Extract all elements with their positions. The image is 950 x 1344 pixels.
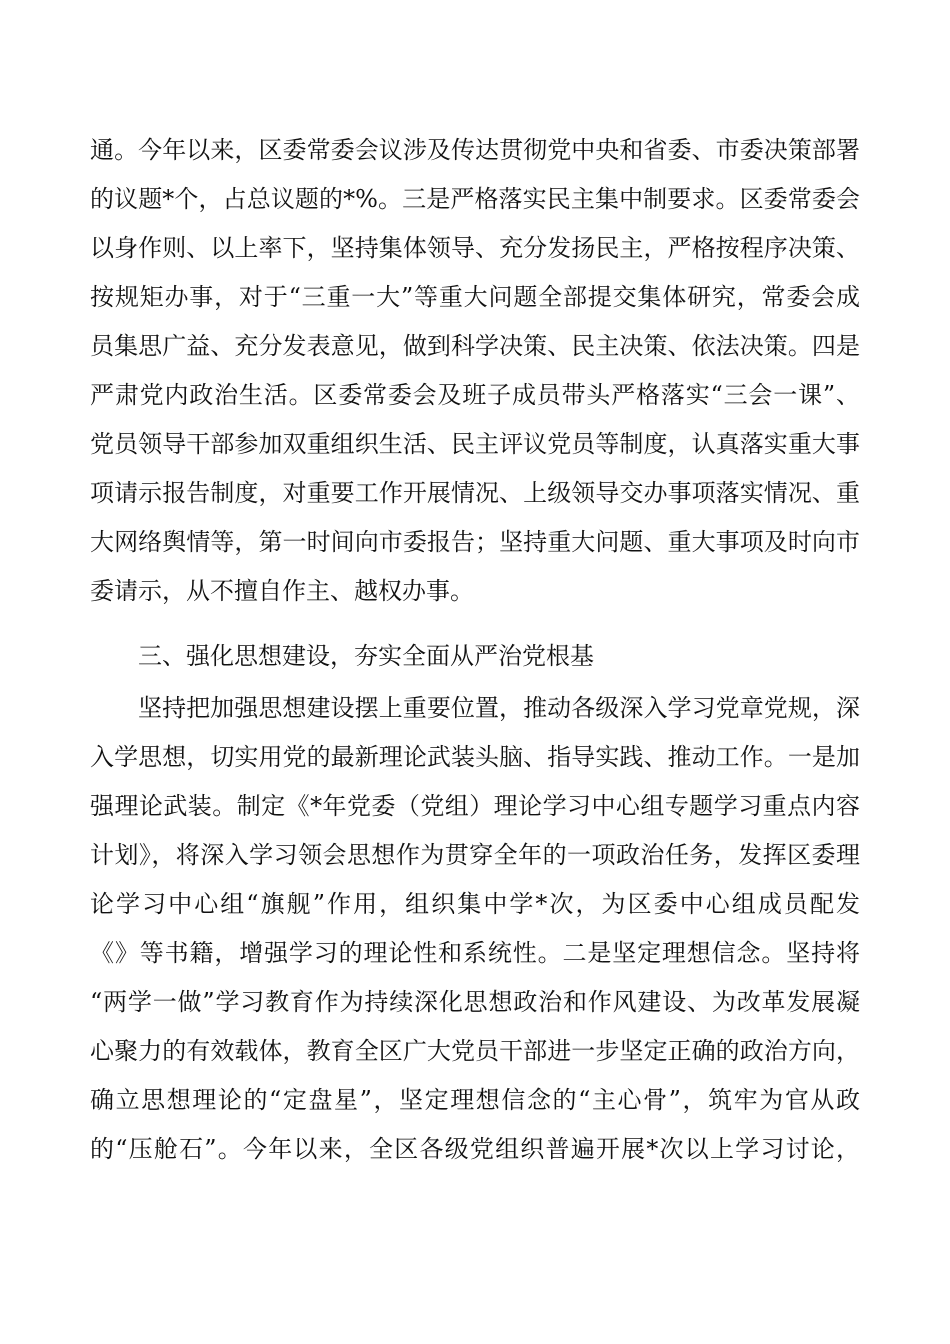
paragraph-1-line-4: 按规矩办事，对于“三重一大”等重大问题全部提交集体研究，常委会成 <box>90 283 860 311</box>
paragraph-2-line-6: 《》等书籍，增强学习的理论性和系统性。二是坚定理想信念。坚持将 <box>90 939 860 967</box>
paragraph-1-line-1: 通。今年以来，区委常委会议涉及传达贯彻党中央和省委、市委决策部署 <box>90 136 860 164</box>
paragraph-1-line-7: 党员领导干部参加双重组织生活、民主评议党员等制度，认真落实重大事 <box>90 430 860 458</box>
paragraph-1-line-6: 严肃党内政治生活。区委常委会及班子成员带头严格落实“三会一课”、 <box>90 381 860 409</box>
paragraph-2-line-1: 坚持把加强思想建设摆上重要位置，推动各级深入学习党章党规，深 <box>138 694 860 722</box>
paragraph-2-line-7: “两学一做”学习教育作为持续深化思想政治和作风建设、为改革发展凝 <box>90 988 860 1016</box>
paragraph-2-line-2: 入学思想，切实用党的最新理论武装头脑、指导实践、推动工作。一是加 <box>90 743 860 771</box>
paragraph-1-line-5: 员集思广益、充分发表意见，做到科学决策、民主决策、依法决策。四是 <box>90 332 860 360</box>
paragraph-1-line-9: 大网络舆情等，第一时间向市委报告；坚持重大问题、重大事项及时向市 <box>90 528 860 556</box>
paragraph-2-line-4: 计划》，将深入学习领会思想作为贯穿全年的一项政治任务，发挥区委理 <box>90 841 860 869</box>
paragraph-2-line-8: 心聚力的有效载体，教育全区广大党员干部进一步坚定正确的政治方向， <box>90 1037 860 1065</box>
paragraph-2-line-3: 强理论武装。制定《*年党委（党组）理论学习中心组专题学习重点内容 <box>90 792 860 820</box>
paragraph-2-line-5: 论学习中心组“旗舰”作用，组织集中学*次，为区委中心组成员配发 <box>90 890 860 918</box>
paragraph-1-line-3: 以身作则、以上率下，坚持集体领导、充分发扬民主，严格按程序决策、 <box>90 234 860 262</box>
paragraph-2-line-9: 确立思想理论的“定盘星”，坚定理想信念的“主心骨”，筑牢为官从政 <box>90 1086 860 1114</box>
paragraph-1-line-2: 的议题*个，占总议题的*%。三是严格落实民主集中制要求。区委常委会 <box>90 185 860 213</box>
paragraph-1-line-8: 项请示报告制度，对重要工作开展情况、上级领导交办事项落实情况、重 <box>90 479 860 507</box>
section-heading: 三、强化思想建设，夯实全面从严治党根基 <box>138 642 594 670</box>
paragraph-1-line-10: 委请示，从不擅自作主、越权办事。 <box>90 577 474 605</box>
paragraph-2-line-10: 的“压舱石”。今年以来，全区各级党组织普遍开展*次以上学习讨论， <box>90 1135 860 1163</box>
